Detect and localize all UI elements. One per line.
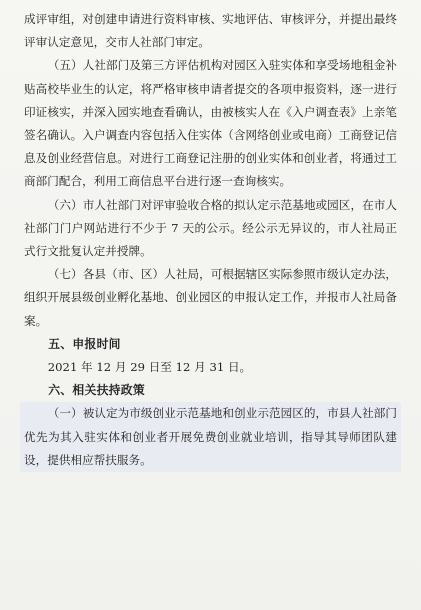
document-body (24, 8, 397, 472)
section-heading-application-time: 五、申报时间 (48, 336, 121, 351)
section-heading-support-policy: 六、相关扶持政策 (48, 383, 145, 398)
application-date-range: 2021 年 12 月 29 日至 12 月 31 日。 (47, 360, 252, 375)
paragraph-item-five: （五）人社部门及第三方评估机构对园区入驻实体和享受场地租金补贴高校毕业生的认定，将严格审核申请者提交的各项申报资料，逐一进行印证核实，并深入园实地查看确认，由被核实人在《入户调查表》上亲笔签名确认。入户调查内容包括入住实体（含网络创业或电商）工商登记信息及创业经营信息。对进行工商登记注册的创业实体和创业者，将通过工商部门配合，利用工商信息平台进行逐一查询核实。 (24, 58, 397, 189)
paragraph-item-six: （六）市人社部门对评审验收合格的拟认定示范基地或园区，在市人社部门门户网站进行不少于 7 天的公示。经公示无异议的，市人社局正式行文批复认定并授牌。 (24, 197, 397, 259)
paragraph-item-seven: （七）各县（市、区）人社局，可根据辖区实际参照市级认定办法，组织开展县级创业孵化基地、创业园区的申报认定工作，并报市人社局备案。 (24, 267, 397, 328)
paragraph-support-item-one: （一）被认定为市级创业示范基地和创业示范园区的，市县人社部门优先为其入驻实体和创业者开展免费创业就业培训，指导其导师团队建设，提供相应帮扶服务。 (20, 402, 401, 472)
paragraph-review-team: 成评审组，对创建申请进行资料审核、实地评估、审核评分，并提出最终评审认定意见，交市人社部门审定。 (24, 12, 397, 50)
